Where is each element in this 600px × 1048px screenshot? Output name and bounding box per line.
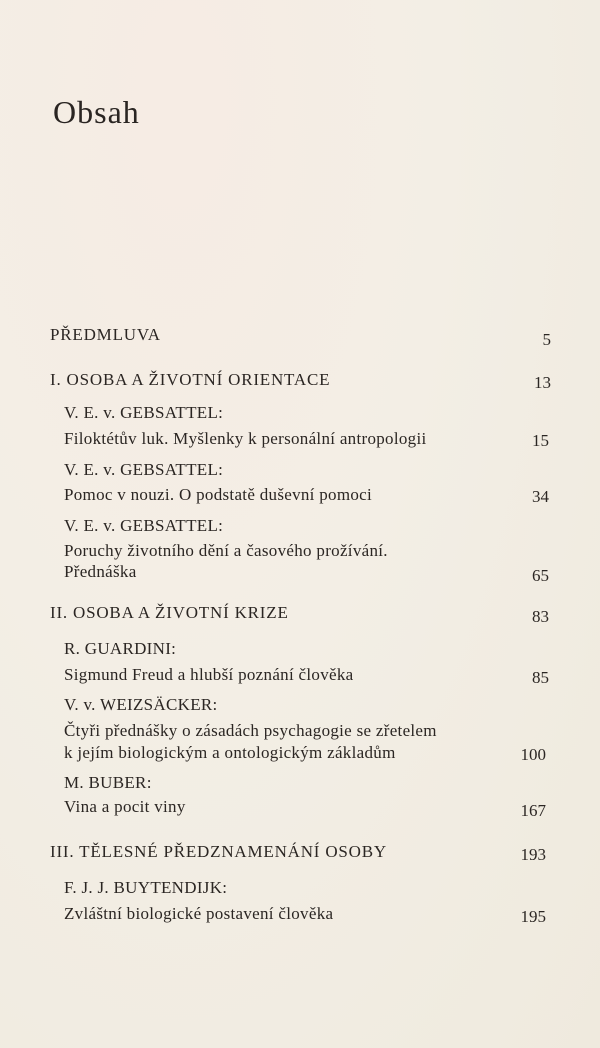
toc-entry-page: 85 [532,668,549,687]
toc-part3-label: III. TĚLESNÉ PŘEDZNAMENÁNÍ OSOBY [50,842,387,861]
toc-entry-title: Zvláštní biologické postavení člověka [64,904,334,923]
toc-entry-author: V. E. v. GEBSATTEL: [64,460,224,479]
toc-part3-page: 193 [520,845,546,864]
toc-entry-title: Filoktétův luk. Myšlenky k personální antropologii [64,429,427,448]
toc-entry-page: 65 [532,566,549,585]
toc-entry-author: V. E. v. GEBSATTEL: [64,403,224,422]
toc-entry-author: M. BUBER: [64,773,152,792]
toc-part1-label: I. OSOBA A ŽIVOTNÍ ORIENTACE [50,370,331,389]
page-title: Obsah [53,94,140,130]
toc-entry-author: V. v. WEIZSÄCKER: [64,695,218,714]
toc-entry-page: 15 [532,431,549,450]
toc-entry-page: 195 [520,907,546,926]
toc-preface-label: PŘEDMLUVA [50,325,161,344]
toc-part1-page: 13 [534,373,551,392]
toc-entry-title: k jejím biologickým a ontologickým základům [64,743,396,762]
toc-part2-label: II. OSOBA A ŽIVOTNÍ KRIZE [50,603,289,622]
toc-part2-page: 83 [532,607,549,626]
toc-entry-author: F. J. J. BUYTENDIJK: [64,878,228,897]
toc-entry-title: Vina a pocit viny [64,797,186,816]
toc-entry-page: 167 [520,801,546,820]
toc-entry-author: V. E. v. GEBSATTEL: [64,516,224,535]
toc-entry-title: Přednáška [64,562,137,581]
toc-entry-page: 100 [520,745,546,764]
toc-entry-title: Pomoc v nouzi. O podstatě duševní pomoci [64,485,373,504]
toc-entry-title: Poruchy životního dění a časového prožívání. [64,541,388,560]
toc-entry-author: R. GUARDINI: [64,639,177,658]
toc-preface-page: 5 [542,330,551,349]
toc-entry-title: Čtyři přednášky o zásadách psychagogie se zřetelem [64,721,437,740]
toc-entry-title: Sigmund Freud a hlubší poznání člověka [64,665,354,684]
toc-entry-page: 34 [532,487,549,506]
